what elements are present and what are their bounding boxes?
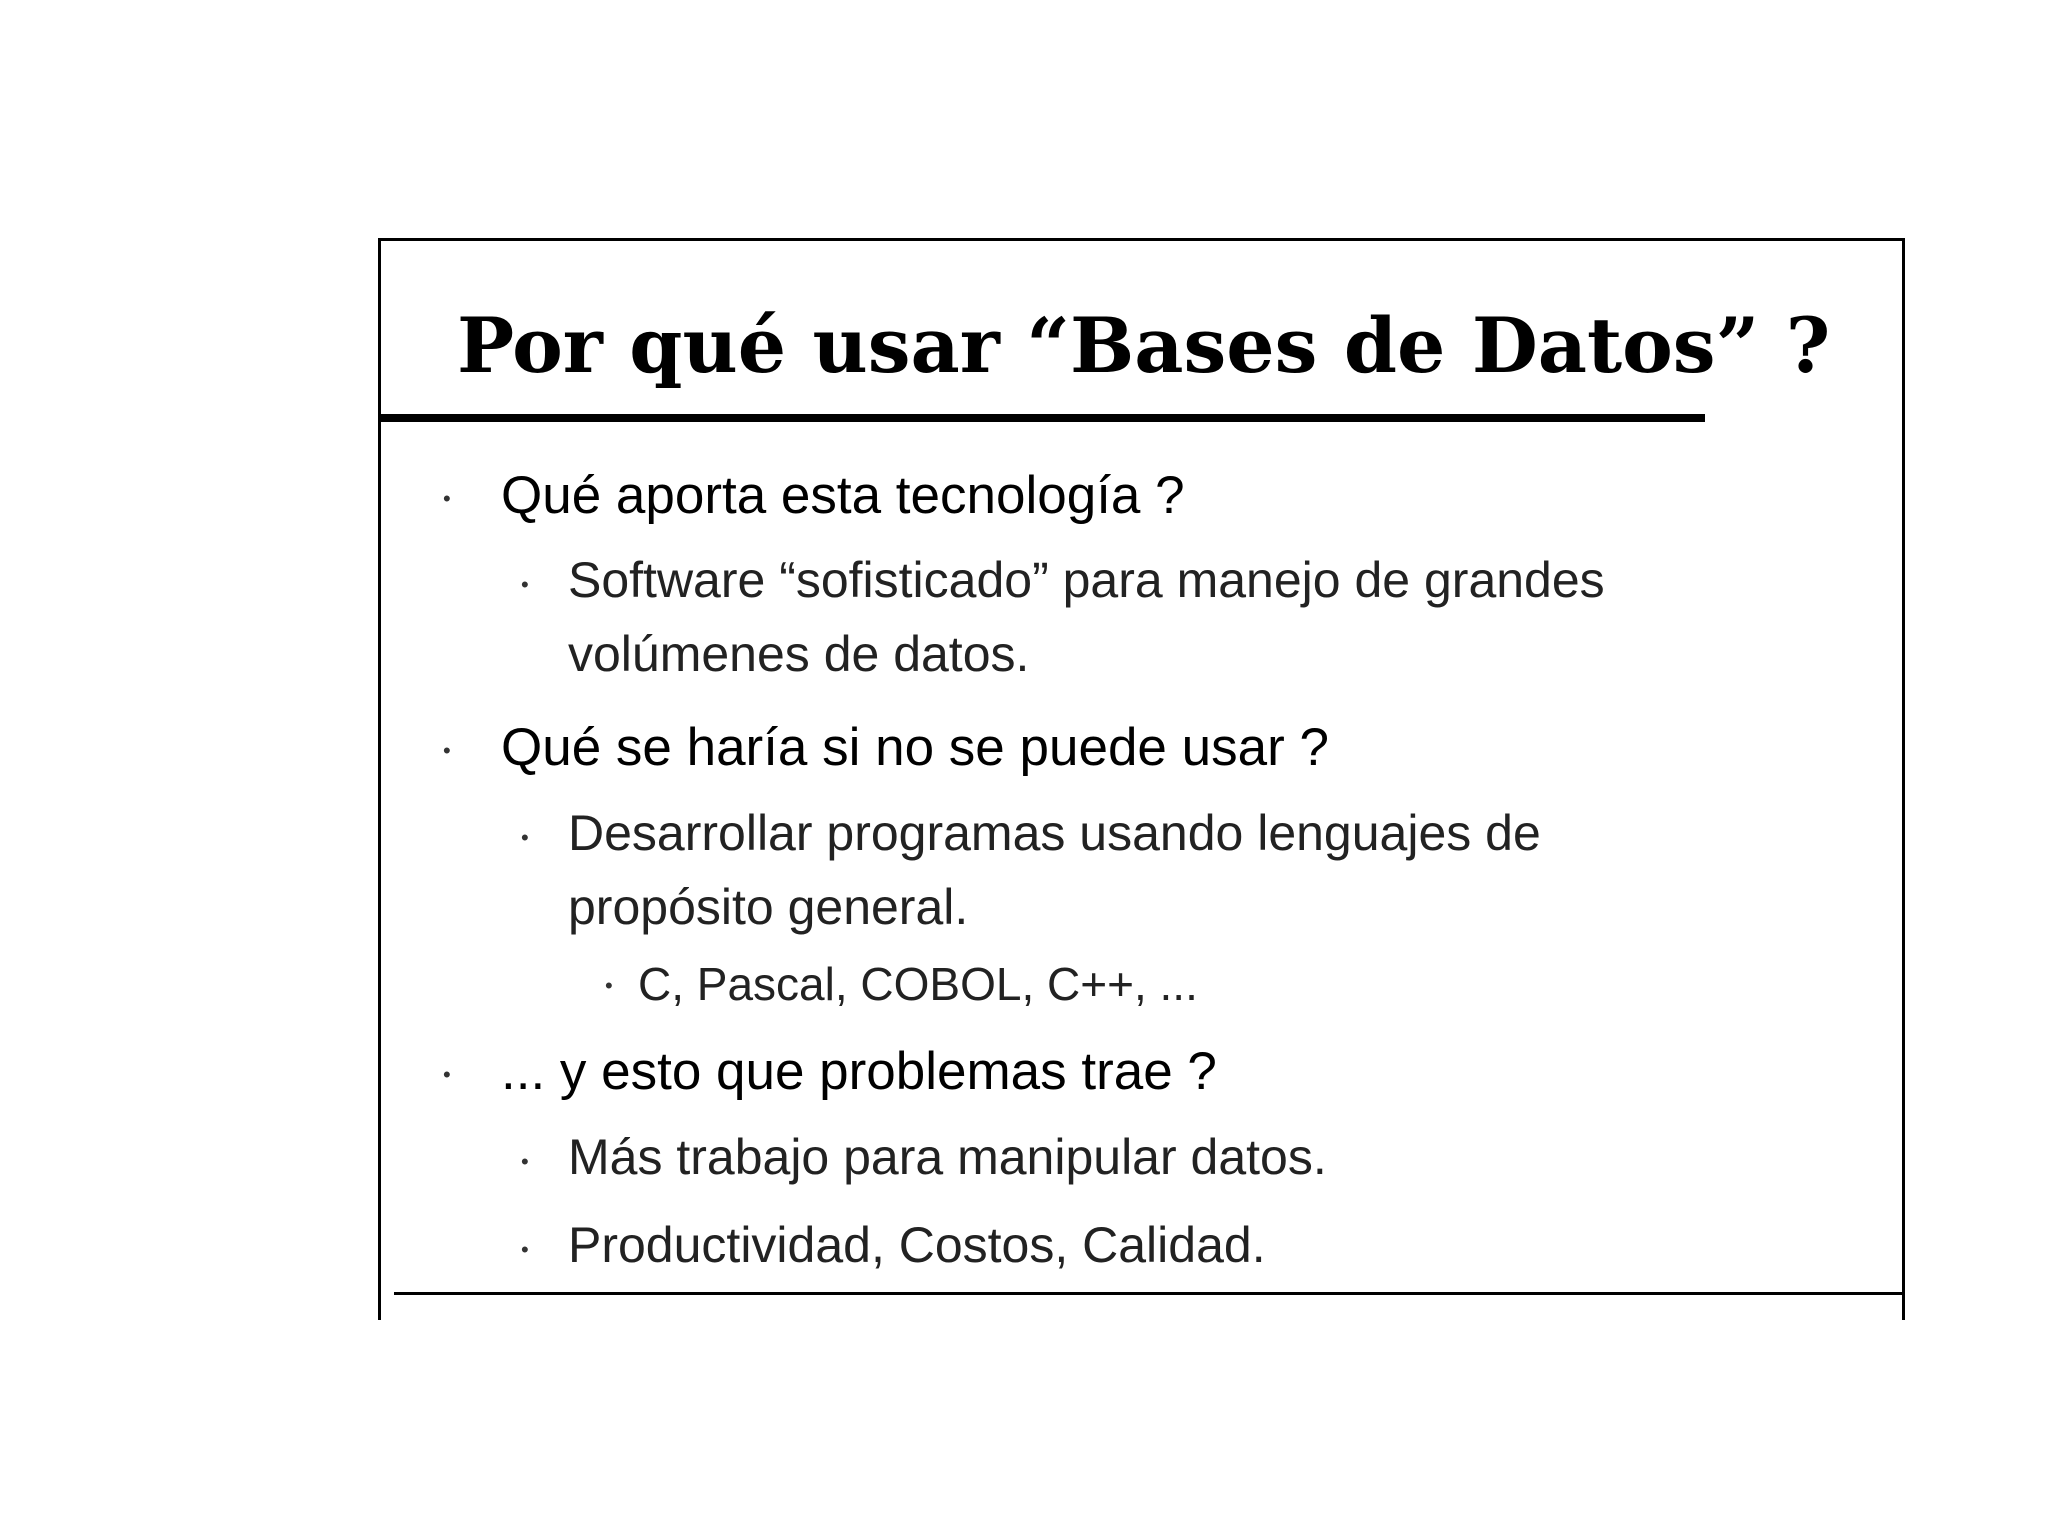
bullet-item-6: ... y esto que problemas trae ?	[501, 1042, 1217, 1101]
bullet-item-2-line-1: Software “sofisticado” para manejo de grandes	[568, 552, 1605, 608]
bullet-icon: •	[521, 572, 529, 597]
bullet-item-4-line-2: propósito general.	[568, 879, 969, 935]
bullet-icon: •	[521, 1149, 529, 1174]
title-underline	[378, 414, 1705, 422]
bullet-icon: •	[521, 1237, 529, 1262]
bullet-item-2-line-2: volúmenes de datos.	[568, 626, 1030, 682]
bullet-item-1: Qué aporta esta tecnología ?	[501, 466, 1185, 525]
bullet-item-3: Qué se haría si no se puede usar ?	[501, 718, 1329, 777]
bullet-icon: •	[443, 486, 451, 511]
bullet-icon: •	[443, 1062, 451, 1087]
bullet-icon: •	[443, 738, 451, 763]
bullet-icon: •	[521, 825, 529, 850]
bullet-icon: •	[605, 973, 613, 998]
slide-frame	[378, 238, 1905, 1320]
slide-bottom-rule	[394, 1292, 1905, 1295]
bullet-item-7: Más trabajo para manipular datos.	[568, 1129, 1327, 1185]
slide-title: Por qué usar “Bases de Datos” ?	[457, 301, 1831, 390]
bullet-item-8: Productividad, Costos, Calidad.	[568, 1217, 1266, 1273]
bullet-item-5: C, Pascal, COBOL, C++, ...	[638, 958, 1198, 1010]
bullet-item-4-line-1: Desarrollar programas usando lenguajes de	[568, 805, 1541, 861]
